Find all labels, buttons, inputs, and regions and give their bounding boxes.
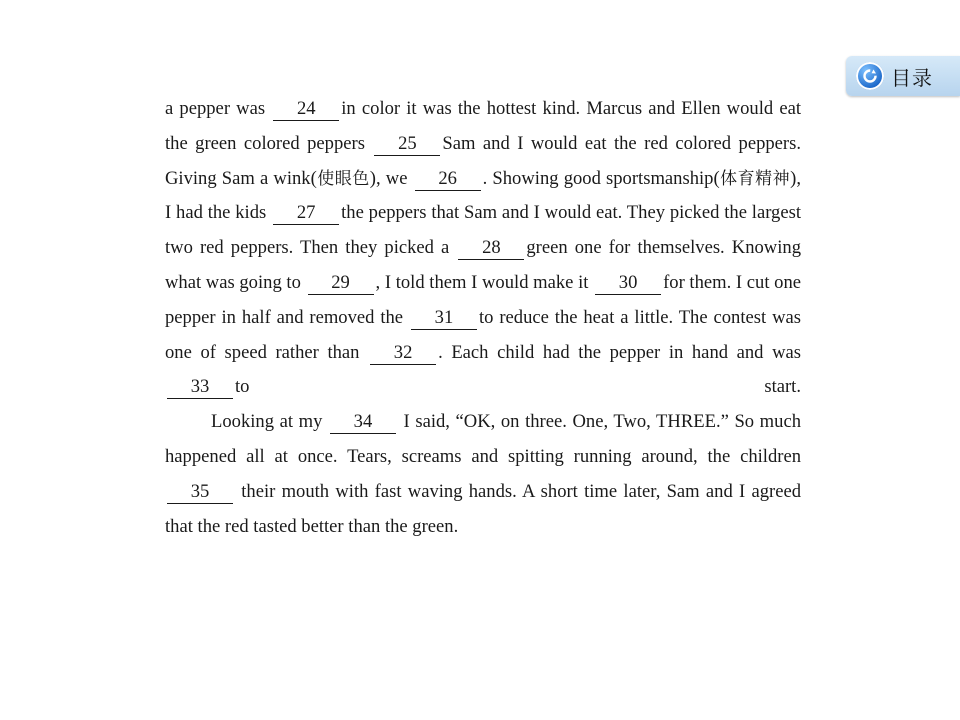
answer-blank: 33 [167, 376, 233, 399]
passage-text: ), we [369, 167, 413, 189]
toc-label: 目录 [891, 65, 933, 90]
answer-blank: 25 [374, 133, 440, 156]
answer-blank: 27 [273, 202, 339, 225]
answer-blank: 35 [167, 481, 233, 504]
passage-text: in color it was the hottest kind. Marcus and Ellen would eat the green colored peppers [165, 98, 802, 154]
passage-text: their mouth with fast waving hands. A short time later, Sam and I agreed that the red tasted better than the green. [165, 480, 801, 537]
answer-blank: 31 [411, 307, 477, 330]
answer-blank: 30 [595, 272, 661, 295]
passage-text: green one for themselves. Knowing what was going to [165, 237, 801, 293]
passage-text: for them. I cut one pepper in half and removed the [165, 271, 801, 328]
toc-button[interactable] [846, 56, 960, 96]
passage-text: ), I had the kids [165, 167, 801, 224]
refresh-circle-icon [856, 62, 884, 90]
chinese-gloss: 体育精神 [719, 168, 791, 189]
reading-passage [165, 92, 801, 544]
answer-blank: 32 [370, 342, 436, 365]
answer-blank: 28 [458, 237, 524, 260]
passage-text: I said, “OK, on three. One, Two, THREE.” So much happened all at once. Tears, screams and spitting running around, the children [165, 411, 801, 467]
paragraph-1 [165, 92, 801, 405]
passage-text: Looking at my [211, 411, 328, 433]
paragraph-2 [165, 405, 801, 544]
passage-text: to reduce the heat a little. The contest was one of speed rather than [165, 306, 801, 363]
answer-blank: 26 [415, 168, 481, 191]
chinese-gloss: 使眼色 [316, 168, 370, 189]
passage-text: . Showing good sportsmanship( [482, 167, 720, 189]
answer-blank: 24 [273, 98, 339, 121]
passage-text: to start. [235, 376, 801, 398]
passage-text: Sam and I would eat the red colored peppers. Giving Sam a wink( [165, 132, 802, 189]
answer-blank: 29 [308, 272, 374, 295]
passage-text: , I told them I would make it [375, 271, 594, 293]
passage-text: a pepper was [165, 98, 272, 119]
passage-text: the peppers that Sam and I would eat. They picked the largest two red peppers. Then they picked a [165, 202, 802, 259]
passage-text: . Each child had the pepper in hand and was [438, 341, 802, 363]
answer-blank: 34 [330, 411, 396, 434]
